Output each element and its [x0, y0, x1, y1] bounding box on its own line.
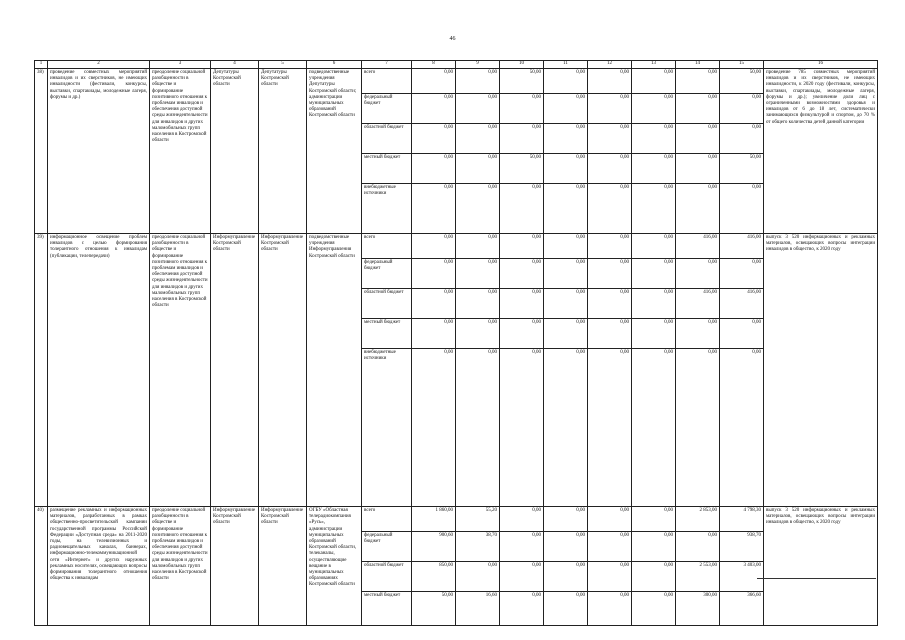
column-number: 15 [720, 61, 764, 69]
purpose-description: преодоление социальной разобщенности в обществе и формирование позитивного отношения к проблемам инвалидов и обеспечения доступной среды жизнедеятельности для инвалидов и других маломобильных групп населения в Костромской области [150, 507, 211, 626]
funding-value: 416,00 [720, 234, 764, 259]
column-number: 6 [307, 61, 362, 69]
funding-value: 416,00 [676, 289, 720, 319]
funding-value: 0,00 [456, 319, 500, 349]
funding-source: местный бюджет [362, 154, 412, 184]
funding-value: 2 853,00 [676, 507, 720, 532]
funding-source: федеральный бюджет [362, 532, 412, 562]
funding-source: местный бюджет [362, 592, 412, 626]
funding-value: 0,00 [456, 289, 500, 319]
program-table [34, 60, 878, 626]
funding-value: 0,00 [544, 319, 588, 349]
funding-value: 0,00 [544, 507, 588, 532]
funding-value: 0,00 [500, 234, 544, 259]
funding-value: 50,00 [500, 69, 544, 94]
funding-value: 0,00 [632, 592, 676, 626]
funding-source: всего [362, 69, 412, 94]
funding-value: 0,00 [500, 507, 544, 532]
funding-value: 55,20 [456, 507, 500, 532]
funding-value: 4 798,30 [720, 507, 764, 532]
funding-value: 850,00 [412, 562, 456, 592]
funding-source: всего [362, 507, 412, 532]
funding-value: 0,00 [412, 69, 456, 94]
funding-source: местный бюджет [362, 319, 412, 349]
funding-value: 0,00 [544, 562, 588, 592]
column-number: 7 [362, 61, 412, 69]
funding-value: 0,00 [720, 319, 764, 349]
funding-value: 0,00 [632, 124, 676, 154]
funding-value: 0,00 [544, 234, 588, 259]
funding-value: 0,00 [632, 562, 676, 592]
funding-value: 0,00 [676, 349, 720, 507]
funding-value: 0,00 [500, 562, 544, 592]
funding-value: 416,00 [676, 234, 720, 259]
funding-value: 0,00 [500, 94, 544, 124]
funding-source: внебюджетные источники [362, 184, 412, 234]
funding-value: 0,00 [588, 234, 632, 259]
record-number: 39) [35, 234, 48, 507]
funding-value: 0,00 [632, 349, 676, 507]
participants: подведомственные учреждения Информуправления Костромской области [307, 234, 362, 507]
funding-value: 0,00 [632, 507, 676, 532]
funding-value: 0,00 [720, 94, 764, 124]
funding-source: областной бюджет [362, 124, 412, 154]
funding-value: 0,00 [500, 349, 544, 507]
funding-source: внебюджетные источники [362, 349, 412, 507]
funding-value: 0,00 [412, 124, 456, 154]
funding-value: 0,00 [632, 234, 676, 259]
funding-value: 0,00 [544, 259, 588, 289]
funding-value: 0,00 [632, 154, 676, 184]
table-row [35, 234, 878, 259]
funding-value: 300,00 [676, 592, 720, 626]
funding-value: 0,00 [500, 259, 544, 289]
expected-result: проведение 785 совместных мероприятий инвалидов и их сверстников, не имеющих инвалидности, к 2020 году (фестивали, конкурсы, выставки, спартакиады, молодежные лагеря, форумы и др.); увеличение доли лиц с ограниченными возможностями здоровья и инвалидов от 6 до 18 лет, систематически занимающихся физкультурой и спортом, до 70 % от общего количества детей данной категории [764, 69, 878, 234]
funding-value: 0,00 [544, 592, 588, 626]
funding-value: 0,00 [588, 94, 632, 124]
funding-value: 0,00 [588, 124, 632, 154]
event-description: размещение рекламных и информационных материалов, разработанных в рамках общественно-просветительской кампании государственной программы Российской Федерации «Доступная среда» на 2011-2020 годы, на телевизионных и радиовещательных каналах, баннерах, информационно-телекоммуникационной сети «Интернет» и других наружных рекламных носителях, освещающих вопросы формирования толерантного отношения общества к инвалидам [48, 507, 150, 626]
funding-value: 366,60 [720, 592, 764, 626]
bottom-rule [757, 578, 876, 579]
purpose-description: преодоление социальной разобщенности в обществе и формирование позитивного отношения к проблемам инвалидов и обеспечения доступной среды жизнедеятельности для инвалидов и других маломобильных групп населения в Костромской области [150, 234, 211, 507]
funding-value: 1 860,00 [412, 507, 456, 532]
record-number: 38) [35, 69, 48, 234]
funding-value: 0,00 [588, 319, 632, 349]
funding-value: 0,00 [720, 349, 764, 507]
funding-value: 0,00 [676, 69, 720, 94]
column-number: 9 [456, 61, 500, 69]
funding-value: 0,00 [632, 69, 676, 94]
funding-value: 0,00 [456, 124, 500, 154]
funding-value: 0,00 [412, 319, 456, 349]
funding-value: 0,00 [500, 319, 544, 349]
funding-value: 0,00 [544, 184, 588, 234]
column-number: 14 [676, 61, 720, 69]
column-number: 10 [500, 61, 544, 69]
funding-value: 0,00 [412, 154, 456, 184]
expected-result: выпуск 3 520 информационных и рекламных материалов, освещающих вопросы интеграции инвалидов в общество, к 2020 году [764, 234, 878, 507]
funding-value: 0,00 [676, 154, 720, 184]
funding-value: 0,00 [456, 69, 500, 94]
funding-value: 0,00 [544, 349, 588, 507]
executor: Информуправление Костромской области [211, 507, 259, 626]
funding-value: 0,00 [456, 259, 500, 289]
funding-value: 50,00 [500, 154, 544, 184]
funding-value: 0,00 [500, 184, 544, 234]
column-number: 8 [412, 61, 456, 69]
funding-value: 0,00 [456, 154, 500, 184]
funding-value: 0,00 [412, 234, 456, 259]
funding-value: 0,00 [588, 289, 632, 319]
column-number: 16 [764, 61, 878, 69]
funding-value: 0,00 [544, 154, 588, 184]
funding-value: 0,00 [500, 592, 544, 626]
event-description: проведение совместных мероприятий инвалидов и их сверстников, не имеющих инвалидности (фестивали, конкурсы, выставки, спартакиады, молодежные лагеря, форумы и др.) [48, 69, 150, 234]
funding-value: 0,00 [588, 507, 632, 532]
funding-source: федеральный бюджет [362, 94, 412, 124]
column-number: 13 [632, 61, 676, 69]
funding-value: 900,60 [412, 532, 456, 562]
page-number: 46 [449, 36, 456, 42]
funding-value: 0,00 [676, 184, 720, 234]
funding-value: 0,00 [412, 94, 456, 124]
table-row [35, 507, 878, 532]
funding-value: 0,00 [544, 124, 588, 154]
funding-value: 38,70 [456, 532, 500, 562]
funding-source: федеральный бюджет [362, 259, 412, 289]
funding-value: 0,00 [588, 154, 632, 184]
column-number-row [35, 61, 878, 69]
funding-value: 0,00 [456, 94, 500, 124]
column-number: 1 [35, 61, 48, 69]
funding-value: 0,00 [412, 259, 456, 289]
participants: подведомственные учреждения Депутатуры Костромской области; администрации муниципальных образований Костромской области [307, 69, 362, 234]
funding-value: 0,00 [676, 124, 720, 154]
funding-value: 0,00 [588, 532, 632, 562]
funding-value: 0,00 [456, 234, 500, 259]
table-row [35, 69, 878, 94]
funding-value: 0,00 [544, 289, 588, 319]
funding-value: 938,70 [720, 532, 764, 562]
funding-value: 0,00 [500, 289, 544, 319]
funding-value: 0,00 [720, 259, 764, 289]
purpose-description: преодоление социальной разобщенности в обществе и формирование позитивного отношения к проблемам инвалидов и обеспечения доступной среды жизнедеятельности для инвалидов и других маломобильных групп населения в Костромской области [150, 69, 211, 234]
funding-value: 3 403,00 [720, 562, 764, 592]
funding-value: 0,00 [456, 562, 500, 592]
funding-value: 0,00 [588, 184, 632, 234]
funding-value: 0,00 [720, 124, 764, 154]
column-number: 12 [588, 61, 632, 69]
funding-source: всего [362, 234, 412, 259]
executor: Депутатуры Костромской области [211, 69, 259, 234]
funding-value: 0,00 [456, 349, 500, 507]
funding-value: 0,00 [676, 259, 720, 289]
funding-value: 0,00 [588, 349, 632, 507]
column-number: 4 [211, 61, 259, 69]
funding-value: 0,00 [588, 562, 632, 592]
funding-value: 0,00 [676, 94, 720, 124]
funding-value: 0,00 [632, 259, 676, 289]
column-number: 2 [48, 61, 150, 69]
funding-value: 0,00 [500, 124, 544, 154]
funding-value: 0,00 [676, 532, 720, 562]
funding-value: 0,00 [588, 259, 632, 289]
funding-value: 50,00 [412, 592, 456, 626]
funding-value: 0,00 [412, 184, 456, 234]
funding-value: 50,00 [720, 69, 764, 94]
event-description: информационное освещение проблем инвалидов с целью формирования толерантного отношения к инвалидам (публикации, телепередачи) [48, 234, 150, 507]
funding-value: 0,00 [544, 94, 588, 124]
funding-value: 0,00 [544, 69, 588, 94]
coexecutor: Депутатуры Костромской области [259, 69, 307, 234]
funding-value: 0,00 [676, 319, 720, 349]
funding-source: областной бюджет [362, 289, 412, 319]
coexecutor: Информуправление Костромской области [259, 234, 307, 507]
participants: ОГБУ «Областная телерадиокомпания «Русь», администрации муниципальных образований Костромской области, телеканалы, осуществляющие вещание в муниципальных образованиях Костромской области [307, 507, 362, 626]
funding-value: 0,00 [588, 592, 632, 626]
funding-value: 0,00 [632, 94, 676, 124]
funding-value: 0,00 [544, 532, 588, 562]
funding-value: 2 553,00 [676, 562, 720, 592]
column-number: 5 [259, 61, 307, 69]
coexecutor: Информуправление Костромской области [259, 507, 307, 626]
funding-value: 50,00 [720, 154, 764, 184]
funding-value: 0,00 [588, 69, 632, 94]
column-number: 11 [544, 61, 588, 69]
funding-value: 0,00 [456, 184, 500, 234]
funding-value: 0,00 [632, 319, 676, 349]
funding-value: 0,00 [412, 349, 456, 507]
funding-value: 0,00 [632, 289, 676, 319]
record-number: 40) [35, 507, 48, 626]
funding-source: областной бюджет [362, 562, 412, 592]
funding-value: 0,00 [500, 532, 544, 562]
column-number: 3 [150, 61, 211, 69]
funding-value: 0,00 [412, 289, 456, 319]
executor: Информуправление Костромской области [211, 234, 259, 507]
funding-value: 0,00 [720, 184, 764, 234]
funding-value: 0,00 [632, 184, 676, 234]
funding-value: 0,00 [632, 532, 676, 562]
expected-result: выпуск 3 520 информационных и рекламных материалов, освещающих вопросы интеграции инвалидов в общество, к 2020 году [764, 507, 878, 626]
funding-value: 416,00 [720, 289, 764, 319]
funding-value: 16,60 [456, 592, 500, 626]
